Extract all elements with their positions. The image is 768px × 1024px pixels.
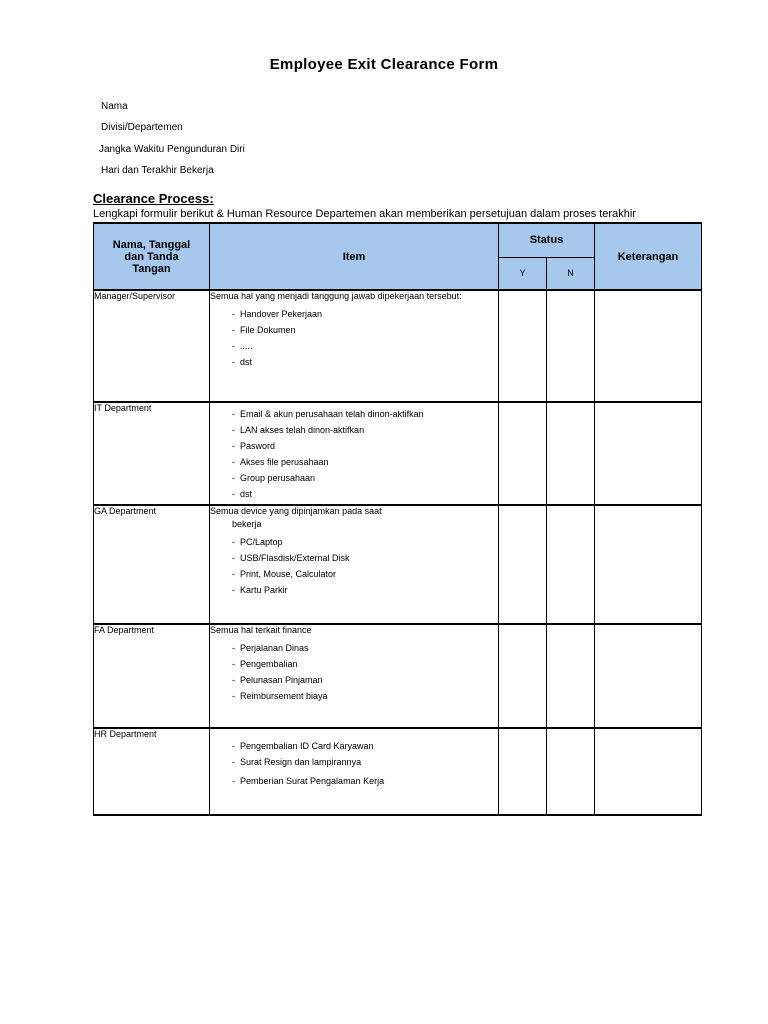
field-hari-terakhir: Hari dan Terakhir Bekerja	[101, 165, 214, 176]
status-y-cell[interactable]	[499, 728, 547, 815]
field-nama: Nama	[101, 101, 128, 112]
item-intro: Semua hal terkait finance	[210, 625, 312, 635]
list-item: - Kartu Parkir	[232, 582, 498, 598]
list-item: - Reimbursement biaya	[232, 688, 498, 704]
list-item: - Surat Resign dan lampirannya	[232, 754, 498, 770]
status-y-cell[interactable]	[499, 624, 547, 728]
list-item: - Pengembalian	[232, 656, 498, 672]
section-heading: Clearance Process:	[93, 191, 214, 206]
item-list	[210, 306, 498, 370]
header-notes: Keterangan	[595, 223, 702, 290]
list-item: - File Dokumen	[232, 322, 498, 338]
item-list	[210, 406, 498, 502]
header-status-n: N	[547, 257, 595, 290]
item-intro-continued: bekerja	[232, 519, 262, 529]
field-jangka-waktu: Jangka Wakitu Pengunduran Diri	[99, 144, 245, 155]
status-y-cell[interactable]	[499, 402, 547, 505]
list-item: - LAN akses telah dinon-aktifkan	[232, 422, 498, 438]
notes-cell[interactable]	[595, 290, 702, 402]
notes-cell[interactable]	[595, 728, 702, 815]
header-status: Status	[499, 223, 595, 257]
notes-cell[interactable]	[595, 402, 702, 505]
notes-cell[interactable]	[595, 624, 702, 728]
dept-label: Manager/Supervisor	[94, 290, 210, 402]
list-item: - Pelunasan Pinjaman	[232, 672, 498, 688]
status-n-cell[interactable]	[547, 402, 595, 505]
item-cell	[210, 624, 499, 728]
status-y-cell[interactable]	[499, 505, 547, 624]
status-n-cell[interactable]	[547, 290, 595, 402]
list-item: - Pemberian Surat Pengalaman Kerja	[232, 773, 498, 789]
item-cell	[210, 505, 499, 624]
list-item: - Email & akun perusahaan telah dinon-aktifkan	[232, 406, 498, 422]
table-row-hr	[94, 728, 702, 815]
status-n-cell[interactable]	[547, 728, 595, 815]
dept-label: HR Department	[94, 728, 210, 815]
field-divisi: Divisi/Departemen	[101, 122, 183, 133]
status-y-cell[interactable]	[499, 290, 547, 402]
status-n-cell[interactable]	[547, 505, 595, 624]
list-item: - Group perusahaan	[232, 470, 498, 486]
item-cell	[210, 402, 499, 505]
table-row-ga	[94, 505, 702, 624]
list-item: - dst	[232, 486, 498, 502]
item-cell	[210, 728, 499, 815]
item-cell	[210, 290, 499, 402]
list-item: - PC/Laptop	[232, 534, 498, 550]
list-item: - Pengembalian ID Card Karyawan	[232, 738, 498, 754]
list-item: - USB/Flasdisk/External Disk	[232, 550, 498, 566]
table-row-it	[94, 402, 702, 505]
list-item: - Handover Pekerjaan	[232, 306, 498, 322]
list-item: - .....	[232, 338, 498, 354]
item-list	[210, 738, 498, 789]
header-status-y: Y	[499, 257, 547, 290]
item-list	[210, 534, 498, 598]
table-row-fa	[94, 624, 702, 728]
list-item: - Akses file perusahaan	[232, 454, 498, 470]
dept-label: GA Department	[94, 505, 210, 624]
table-row-manager	[94, 290, 702, 402]
header-item: Item	[210, 223, 499, 290]
list-item: - Pasword	[232, 438, 498, 454]
form-title: Employee Exit Clearance Form	[269, 56, 499, 73]
header-name-signature: Nama, Tanggal dan Tanda Tangan	[94, 223, 210, 290]
item-list	[210, 640, 498, 704]
list-item: - Print, Mouse, Calculator	[232, 566, 498, 582]
item-intro: Semua hal yang menjadi tanggung jawab dipekerjaan tersebut:	[210, 291, 462, 301]
notes-cell[interactable]	[595, 505, 702, 624]
dept-label: IT Department	[94, 402, 210, 505]
list-item: - Perjalanan Dinas	[232, 640, 498, 656]
dept-label: FA Department	[94, 624, 210, 728]
list-item: - dst	[232, 354, 498, 370]
section-instructions: Lengkapi formulir berikut & Human Resource Departemen akan memberikan persetujuan dalam proses terakhir	[93, 208, 636, 220]
clearance-table	[93, 222, 702, 816]
status-n-cell[interactable]	[547, 624, 595, 728]
item-intro: Semua device yang dipinjamkan pada saat	[210, 506, 382, 516]
